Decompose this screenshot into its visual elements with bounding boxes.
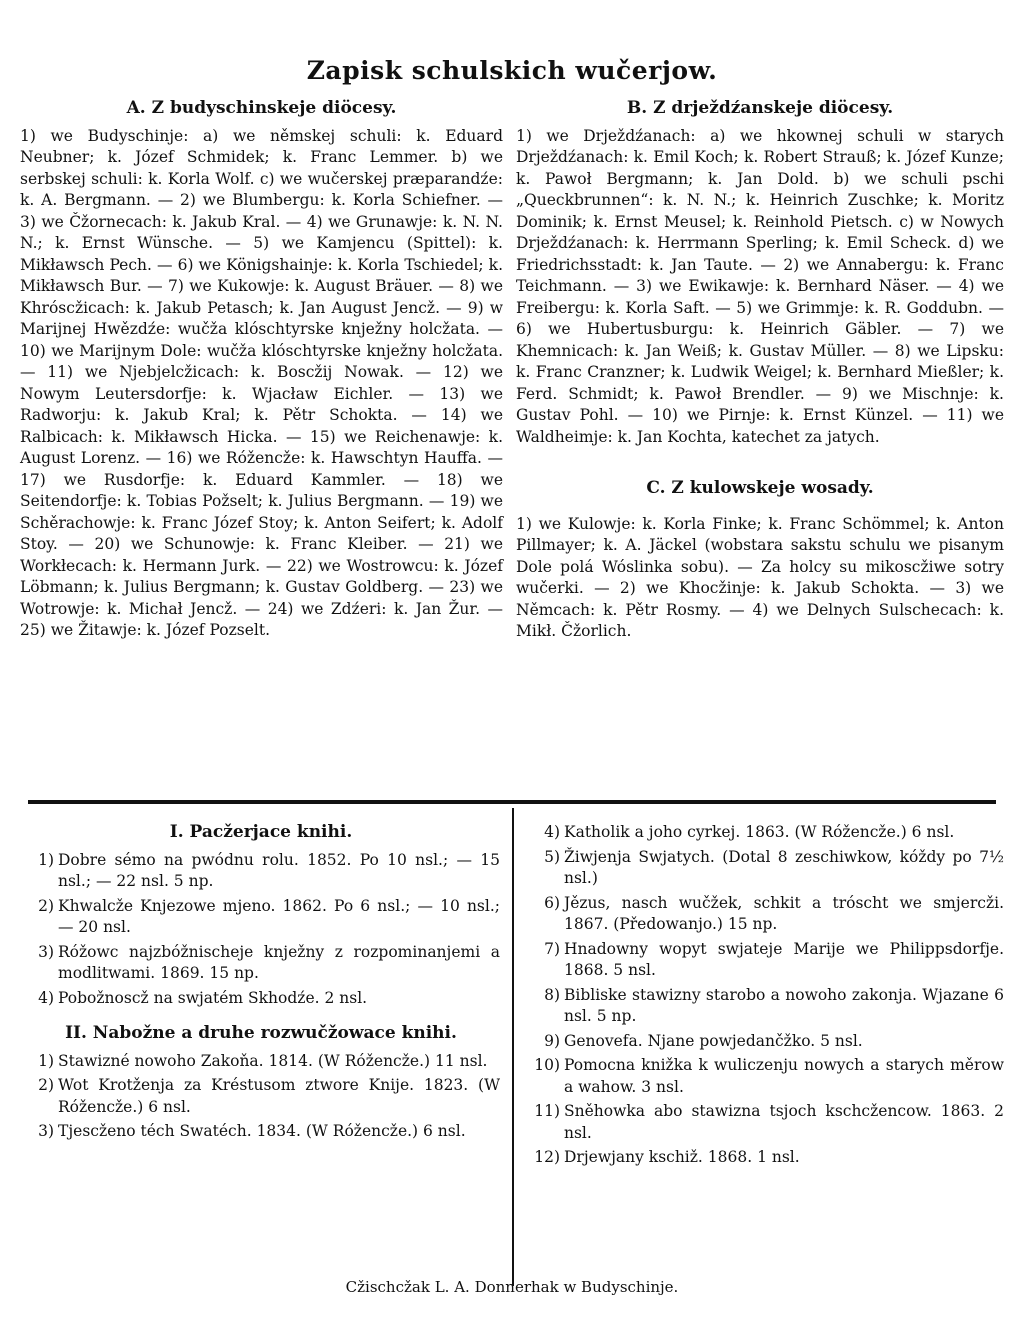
item-number: 11) bbox=[534, 1102, 560, 1120]
item-number: 9) bbox=[544, 1031, 560, 1050]
list-item bbox=[528, 1055, 1004, 1098]
item-text: Khwalcže Knjezowe mjeno. 1862. Po 6 nsl.; — 10 nsl.; — 20 nsl. bbox=[58, 896, 500, 936]
column-left bbox=[20, 98, 503, 642]
item-number: 2) bbox=[38, 1076, 54, 1094]
item-text: Žiwjenja Swjatych. (Dotal 8 zeschiwkow, kóždy po 7½ nsl.) bbox=[564, 847, 1004, 887]
item-text: Hnadowny wopyt swjateje Marije we Philippsdorfje. 1868. 5 nsl. bbox=[564, 939, 1004, 979]
item-text: Stawizné nowoho Zakoňa. 1814. (W Róžencže.) 11 nsl. bbox=[58, 1051, 488, 1070]
list-item bbox=[528, 1101, 1004, 1144]
section-a-text: 1) we Budyschinje: a) we němskej schuli: k. Eduard Neubner; k. Józef Schmidek; k. Franc Lemmer. b) we serbskej schuli: k. Korla Wolf. c) we wučerskej præparandźe: k. A. Bergmann. — 2) we Blumbergu: k. Korla Schiefner. — 3) we Čžornecach: k. Jakub Kral. — 4) we Grunawje: k. N. N. N.; k. Ernst Wünsche. — 5) we Kamjencu (Spittel): k. Mikławsch Pech. — 6) we Königshainje: k. Korla Tschiedel; k. Mikławsch Bur. — 7) we Kukowje: k. August Bräuer. — 8) we Khróscžicach: k. Jakub Petasch; k. Jan August Jencž. — 9) w Marijnej Hwězdźe: wučža klóschtyrske knježny holcžata. — 10) we Marijnym Dole: wučža klóschtyrske knježny holcžata. — 11) we Njebjelcžicach: k. Boscžij Nowak. — 12) we Nowym Leutersdorfje: k. Wjacław Eichler. — 13) we Radworju: k. Jakub Kral; k. Pětr Schokta. — 14) we Ralbicach: k. Mikławsch Hicka. — 15) we Reichenawje: k. August Lorenz. — 16) we Róžencže: k. Hawschtyn Hauffa. — 17) we Rusdorfje: k. Eduard Kammler. — 18) we Seitendorfje: k. Tobias Požselt; k. Julius Bergmann. — 19) we Schěrachowje: k. Franc Józef Stoy; k. Anton Seifert; k. Adolf Stoy. — 20) we Schunowje: k. Franc Kleiber. — 21) we Workłecach: k. Hermann Jurk. — 22) we Wostrowcu: k. Józef Löbmann; k. Julius Bergmann; k. Gustav Goldberg. — 23) we Wotrowje: k. Michał Jencž. — 24) we Zdźeri: k. Jan Žur. — 25) we Žitawje: k. Józef Pozselt. bbox=[20, 126, 503, 639]
list-item bbox=[22, 850, 500, 893]
item-number: 5) bbox=[544, 847, 560, 866]
section-b-text: 1) we Drježdźanach: a) we hkownej schuli w starych Drježdźanach: k. Emil Koch; k. Robert Strauß; k. Józef Kunze; k. Pawoł Bergmann; k. Jan Dold. b) we schuli pschi „Queckbrunnen“: k. N. N.; k. Heinrich Zuschke; k. Moritz Dominik; k. Ernst Meusel; k. Reinhold Pietsch. c) w Nowych Drježdźanach: k. Herrmann Sperling; k. Emil Scheck. d) we Friedrichsstadt: k. Jan Taute. — 2) we Annabergu: k. Franc Teichmann. — 3) we Ewikawje: k. Bernhard Näser. — 4) we Freibergu: k. Korla Saft. — 5) we Grimmje: k. R. Goddubn. — 6) we Hubertusburgu: k. Heinrich Gäbler. — 7) we Khemnicach: k. Jan Weiß; k. Gustav Müller. — 8) we Lipsku: k. Franc Cranzner; k. Ludwik Weigel; k. Bernhard Mießler; k. Ferd. Schmidt; k. Pawoł Brendler. — 9) we Mischnje: k. Gustav Pohl. — 10) we Pirnje: k. Ernst Künzel. — 11) we Waldheimje: k. Jan Kochta, katechet za jatych. bbox=[516, 126, 1004, 446]
item-text: Wot Krotženja za Kréstusom ztwore Knije. 1823. (W Róžencže.) 6 nsl. bbox=[58, 1076, 500, 1116]
list-item bbox=[528, 893, 1004, 936]
item-text: Pomocna knižka k wuliczenju nowych a starych měrow a wahow. 3 nsl. bbox=[564, 1056, 1004, 1096]
list-item bbox=[22, 1121, 500, 1143]
list-item bbox=[528, 985, 1004, 1028]
item-number: 2) bbox=[38, 896, 54, 915]
list-item bbox=[528, 1147, 1004, 1169]
catalog-left-column bbox=[22, 822, 500, 1146]
section-a-heading: A. Z budyschinskeje diöcesy. bbox=[126, 98, 397, 118]
item-text: Genovefa. Njane powjedančžko. 5 nsl. bbox=[564, 1031, 863, 1050]
item-number: 10) bbox=[534, 1056, 560, 1074]
list-item bbox=[22, 942, 500, 985]
item-text: Tjescženo téch Swatéch. 1834. (W Róžencže.) 6 nsl. bbox=[58, 1122, 466, 1140]
item-text: Jězus, nasch wučžek, schkit a tróscht we smjercži. 1867. (Předowanjo.) 15 np. bbox=[564, 893, 1004, 933]
item-number: 3) bbox=[38, 942, 54, 961]
item-text: Róžowc najzbóžnischeje knježny z rozpominanjemi a modlitwami. 1869. 15 np. bbox=[58, 942, 500, 982]
section-b-heading: B. Z drježdźanskeje diöcesy. bbox=[626, 98, 894, 118]
item-text: Bibliske stawizny starobo a nowoho zakonja. Wjazane 6 nsl. 5 np. bbox=[564, 985, 1004, 1025]
column-right bbox=[516, 98, 1004, 643]
item-number: 12) bbox=[534, 1148, 560, 1166]
catalog-right-column bbox=[528, 822, 1004, 1172]
item-number: 4) bbox=[38, 988, 54, 1007]
item-text: Dobre sémo na pwódnu rolu. 1852. Po 10 nsl.; — 15 nsl.; — 22 nsl. 5 np. bbox=[58, 850, 500, 890]
printer-imprint: Cžischcžak L. A. Donnerhak w Budyschinje. bbox=[345, 1278, 679, 1296]
item-number: 4) bbox=[544, 823, 560, 841]
vertical-divider bbox=[512, 808, 514, 1286]
list-item bbox=[528, 822, 1004, 844]
section-c-heading: C. Z kulowskeje wosady. bbox=[646, 478, 874, 498]
item-text: Pobožnoscž na swjatém Skhodźe. 2 nsl. bbox=[58, 988, 368, 1007]
catalog-heading-prayer-books: I. Pacžerjace knihi. bbox=[169, 822, 353, 842]
item-number: 3) bbox=[38, 1122, 54, 1140]
horizontal-divider bbox=[28, 800, 996, 804]
list-item bbox=[528, 939, 1004, 982]
list-item bbox=[22, 896, 500, 939]
list-item bbox=[528, 1031, 1004, 1053]
list-item bbox=[528, 847, 1004, 890]
page-title: Zapisk schulskich wučerjow. bbox=[306, 56, 718, 85]
item-number: 1) bbox=[38, 850, 54, 869]
catalog-heading-religious-books: II. Nabožne a druhe rozwučžowace knihi. bbox=[65, 1023, 457, 1043]
item-text: Katholik a joho cyrkej. 1863. (W Róžencže.) 6 nsl. bbox=[564, 823, 955, 841]
list-item bbox=[22, 988, 500, 1010]
list-item bbox=[22, 1051, 500, 1073]
section-c-text: 1) we Kulowje: k. Korla Finke; k. Franc Schömmel; k. Anton Pillmayer; k. A. Jäckel (wobstara sakstu schulu we pisanym Dole polá Wóslinka sobu). — Za holcy su mikoscžiwe sotry wučerki. — 2) we Khocžinje: k. Jakub Schokta. — 3) we Němcach: k. Pětr Rosmy. — 4) we Delnych Sulschecach: k. Mikł. Čžorlich. bbox=[516, 514, 1004, 640]
item-text: Sněhowka abo stawizna tsjoch kschcžencow. 1863. 2 nsl. bbox=[564, 1102, 1004, 1142]
item-number: 1) bbox=[38, 1051, 54, 1070]
item-number: 7) bbox=[544, 939, 560, 958]
item-number: 6) bbox=[544, 893, 560, 912]
item-number: 8) bbox=[544, 985, 560, 1004]
item-text: Drjewjany kschiž. 1868. 1 nsl. bbox=[564, 1148, 800, 1166]
list-item bbox=[22, 1075, 500, 1118]
